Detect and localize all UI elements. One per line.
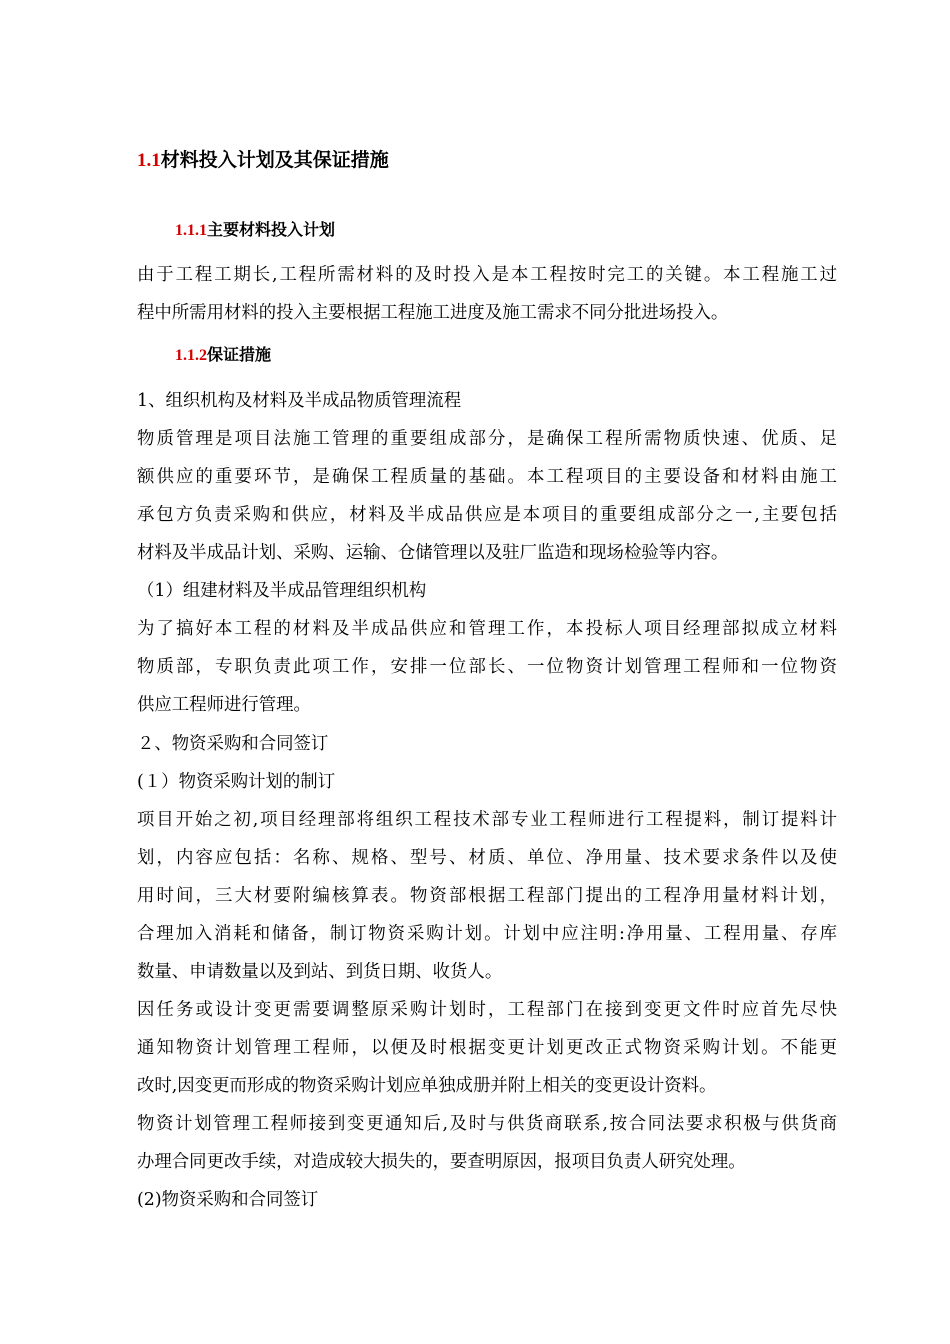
paragraph-line: 材料及半成品计划、采购、运输、仓储管理以及驻厂监造和现场检验等内容。 <box>137 543 729 563</box>
paragraph-line: 承包方负责采购和供应，材料及半成品供应是本项目的重要组成部分之一,主要包括 <box>137 505 837 525</box>
section-heading-1-1-1 <box>175 217 335 240</box>
heading-text: 材料投入计划及其保证措施 <box>160 149 389 171</box>
paragraph-line: 1、组织机构及材料及半成品物质管理流程 <box>137 391 462 411</box>
paragraph-line: 合理加入消耗和储备，制订物资采购计划。计划中应注明:净用量、工程用量、存库 <box>137 924 837 944</box>
paragraph-line: ２、物资采购和合同签订 <box>137 734 329 754</box>
paragraph-line: 因任务或设计变更需要调整原采购计划时，工程部门在接到变更文件时应首先尽快 <box>137 1000 837 1020</box>
paragraph-line: 为了搞好本工程的材料及半成品供应和管理工作，本投标人项目经理部拟成立材料 <box>137 619 837 639</box>
paragraph-line: (2)物资采购和合同签订 <box>137 1190 319 1210</box>
heading-text: 保证措施 <box>207 345 272 364</box>
heading-number: 1.1 <box>137 150 161 171</box>
paragraph-line: 供应工程师进行管理。 <box>137 695 311 715</box>
paragraph-line: 用时间，三大材要附编核算表。物资部根据工程部门提出的工程净用量材料计划， <box>137 886 837 906</box>
paragraph-line: 物质管理是项目法施工管理的重要组成部分，是确保工程所需物质快速、优质、足 <box>137 429 837 449</box>
paragraph-line: 物质部，专职负责此项工作，安排一位部长、一位物资计划管理工程师和一位物资 <box>137 657 837 677</box>
paragraph-line: 程中所需用材料的投入主要根据工程施工进度及施工需求不同分批进场投入。 <box>137 303 729 323</box>
heading-number: 1.1.2 <box>175 347 207 364</box>
paragraph-line: 改时,因变更而形成的物资采购计划应单独成册并附上相关的变更设计资料。 <box>137 1076 717 1096</box>
paragraph-line: 物资计划管理工程师接到变更通知后,及时与供货商联系,按合同法要求积极与供货商 <box>137 1114 837 1134</box>
section-heading-1-1 <box>137 145 389 172</box>
paragraph-line: 办理合同更改手续，对造成较大损失的，要查明原因，报项目负责人研究处理。 <box>137 1152 746 1172</box>
paragraph-line: (１）物资采购计划的制订 <box>137 772 336 792</box>
heading-text: 主要材料投入计划 <box>207 220 336 239</box>
paragraph-line: 项目开始之初,项目经理部将组织工程技术部专业工程师进行工程提料，制订提料计 <box>137 810 837 830</box>
heading-number: 1.1.1 <box>175 222 207 239</box>
paragraph-line: 额供应的重要环节，是确保工程质量的基础。本工程项目的主要设备和材料由施工 <box>137 467 837 487</box>
paragraph-line: 数量、申请数量以及到站、到货日期、收货人。 <box>137 962 503 982</box>
paragraph-line: （1）组建材料及半成品管理组织机构 <box>137 581 427 601</box>
section-heading-1-1-2 <box>175 342 271 365</box>
paragraph-line: 由于工程工期长,工程所需材料的及时投入是本工程按时完工的关键。本工程施工过 <box>137 265 837 285</box>
paragraph-line: 通知物资计划管理工程师，以便及时根据变更计划更改正式物资采购计划。不能更 <box>137 1038 837 1058</box>
paragraph-line: 划，内容应包括：名称、规格、型号、材质、单位、净用量、技术要求条件以及使 <box>137 848 837 868</box>
